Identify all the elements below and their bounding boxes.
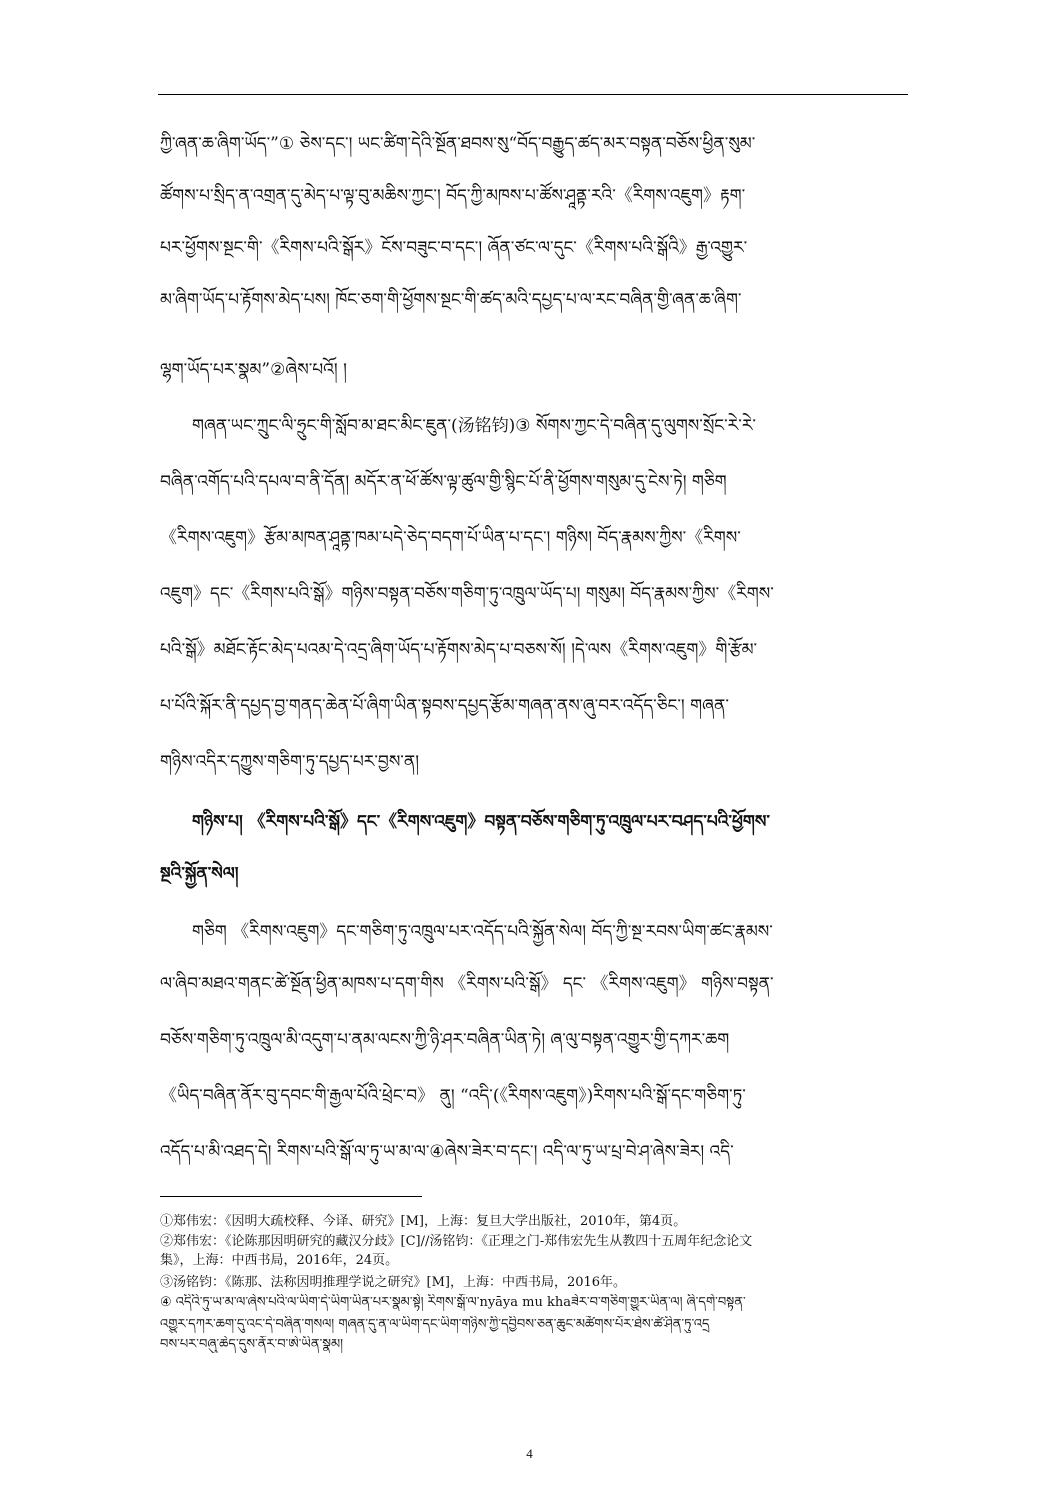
footnote-separator bbox=[160, 1196, 422, 1197]
footnote: ③汤铭钧：《陈那、法称因明推理学说之研究》[M]，上海：中西书局，2016年。 bbox=[160, 1275, 627, 1290]
text-line: གཞན་ཡང་ཀྲུང་ལི་ཧྲུང་གི་སློབ་མ་ཐང་མིང་ཇུན་(汤铭钧)③ སོགས་ཀྱང་དེ་བཞིན་དུ་ལུགས་སྲོང་རེ་རེ་ bbox=[192, 416, 757, 436]
footnote: འགྱུར་དཀར་ཆག་དུ་འང་དེ་བཞིན་གསལ། གཞན་དུ་ན་ལ་ཡིག་དང་ཡིག་གཉིས་ཀྱི་དབྱིབས་ཅན་ཆུང་མཚོགས་པོར་ཐེས་ཚེ་ཤིན་ཏུ་འདྲ bbox=[160, 1317, 710, 1332]
text-line: 《ཡིད་བཞིན་ནོར་བུ་དབང་གི་རྒྱལ་པོའི་ཕྲེང་བ》 ནུ། “འདི་(《རིགས་འཇུག》)རིགས་པའི་སྒོ་དང་གཅིག་ཏུ་ bbox=[160, 1086, 746, 1106]
footnote: ②郑伟宏：《论陈那因明研究的藏汉分歧》[C]//汤铭钧：《正理之门-郑伟宏先生从教四十五周年纪念论文 bbox=[160, 1234, 753, 1249]
text-line: བཞིན་འགོད་པའི་དཔལ་བ་ནི་དོན། མདོར་ན་ཕོ་ཚོས་ལྟ་ཚུལ་གྱི་སྙིང་པོ་ནི་ཕྱོགས་གསུམ་དུ་ངེས་ཏེ། གཅིག bbox=[160, 472, 727, 492]
header-rule bbox=[158, 94, 908, 95]
footnote: བས་པར་བཞུ་ཆེད་དུས་ནོར་བ་ཨེ་ཡིན་སྣམ། bbox=[160, 1337, 344, 1352]
subsection-line: གཅིག 《རིགས་འཇུག》དང་གཅིག་ཏུ་འཁྲུལ་པར་འདོད་པའི་སྐྱོན་སེལ། བོད་ཀྱི་སྔ་རབས་ཡིག་ཚང་རྣམས་ bbox=[192, 922, 773, 942]
text-line: མ་ཞིག་ཡོད་པ་རྟོགས་མེད་པས། ཁོང་ཅག་གི་ཕྱོགས་སྔང་གི་ཚད་མའི་དཔྱད་པ་ལ་རང་བཞིན་གྱི་ཞན་ཆ་ཞིག་ bbox=[160, 290, 742, 310]
text-line: འདོད་པ་མི་འཐད་དེ། རིགས་པའི་སྒོ་ལ་ཏུ་ཡ་མ་ལ་④ཞེས་ཟེར་བ་དང་། འདི་ལ་ཏུ་ཡ་པྲ་བེ་ཤ་ཞེས་ཟེར། འདི་ bbox=[160, 1142, 734, 1162]
text-line: འཇུག》དང་《རིགས་པའི་སྒོ》གཉིས་བསྟན་བཅོས་གཅིག་ཏུ་འཁྲུལ་ཡོད་པ། གསུམ། བོད་རྣམས་ཀྱིས་《རིགས་ bbox=[160, 584, 774, 604]
text-line: ཚོགས་པ་སྲིད་ན་འགྲན་དུ་མེད་པ་ལྟ་བུ་མཆིས་ཀྱང་། བོད་ཀྱི་མཁས་པ་ཚོས་ཤཱནྟ་རའི་《རིགས་འཇུག》རྟག་ bbox=[160, 186, 746, 206]
section-heading: གཉིས་པ། 《རིགས་པའི་སྒོ》དང་《རིགས་འཇུག》བསྟན་བཅོས་གཅིག་ཏུ་འཁྲུལ་པར་བཤད་པའི་ཕྱོགས་ bbox=[192, 812, 770, 832]
text-line: པར་ཕྱོགས་སྔང་གི་《རིགས་པའི་སྒོར》ངོས་བཟུང་བ་དང་། ཞོན་ཙང་ལ་དུང་《རིགས་པའི་སྒོའི》རྒྱ་འགྱུར་ bbox=[160, 238, 748, 258]
section-heading: སྔའི་སྐྱོན་སེལ། bbox=[160, 864, 239, 884]
page-number: 4 bbox=[526, 1446, 533, 1461]
text-line: པ་པོའི་སྐོར་ནི་དཔྱད་བྱ་གནད་ཆེན་པོ་ཞིག་ཡིན་སྟབས་དཔྱད་རྩོམ་གཞན་ནས་ཞུ་བར་འདོད་ཅིང་། གཞན་ bbox=[160, 696, 729, 716]
text-line: གཉིས་འདིར་དཀྱུས་གཅིག་ཏུ་དཔྱད་པར་བྱས་ན། bbox=[160, 752, 419, 772]
footnote: ④ འདིའི་ཏུ་ཡ་མ་ལ་ཞེས་པའི་ལ་ཡིག་དེ་ཡིག་ཡིན་པར་སྣམ་སྟེ། རིགས་སྒོ་ལ་nyāya mu khaཟེར་བ་གཅིག་གྱུར་ཡིན་ལ། ཞི་དགེ་བསྟན་ bbox=[160, 1295, 746, 1310]
footnote: ①郑伟宏：《因明大疏校释、今译、研究》[M]，上海：复旦大学出版社，2010年，第4页。 bbox=[160, 1214, 687, 1229]
text-line: ལ་ཞིབ་མཐའ་གནང་ཚེ་སྔོན་ཕྱིན་མཁས་པ་དག་གིས 《རིགས་པའི་སྒོ》 དང་ 《རིགས་འཇུག》 གཉིས་བསྟན་ bbox=[160, 974, 774, 994]
text-line: བཅོས་གཅིག་ཏུ་འཁྲུལ་མི་འདུག་པ་ནམ་ལངས་ཀྱི་ཉི་ཤར་བཞིན་ཡིན་ཏེ། ཞ་ལུ་བསྟན་འགྱུར་གྱི་དཀར་ཆག bbox=[160, 1030, 730, 1050]
text-line: ལྷག་ཡོད་པར་སྣམ”②ཞེས་པའོ། ། bbox=[160, 360, 347, 380]
text-line: པའི་སྒོ》མཐོང་རྟོང་མེད་པའམ་དེ་འདྲ་ཞིག་ཡོད་པ་རྟོགས་མེད་པ་བཅས་སོ། །དེ་ལས《རིགས་འཇུག》གི་རྩོམ་ bbox=[160, 640, 758, 660]
text-line: 《རིགས་འཇུག》རྩོམ་མཁན་ཤཱནྟ་ཁམ་པདེ་ཅེད་བདག་པོ་ཡིན་པ་དང་། གཉིས། བོད་རྣམས་ཀྱིས་《རིགས་ bbox=[160, 528, 741, 548]
text-line: ཀྱི་ཞན་ཆ་ཞིག་ཡོད་”① ཅེས་དང་། ཡང་ཚིག་དེའི་སྔོན་ཐབས་སུ“བོད་བརྒྱུད་ཚད་མར་བསྟན་བཅོས་ཕྱིན་སུམ་ bbox=[160, 134, 756, 154]
footnote: 集》，上海：中西书局，2016年，24页。 bbox=[160, 1253, 399, 1268]
